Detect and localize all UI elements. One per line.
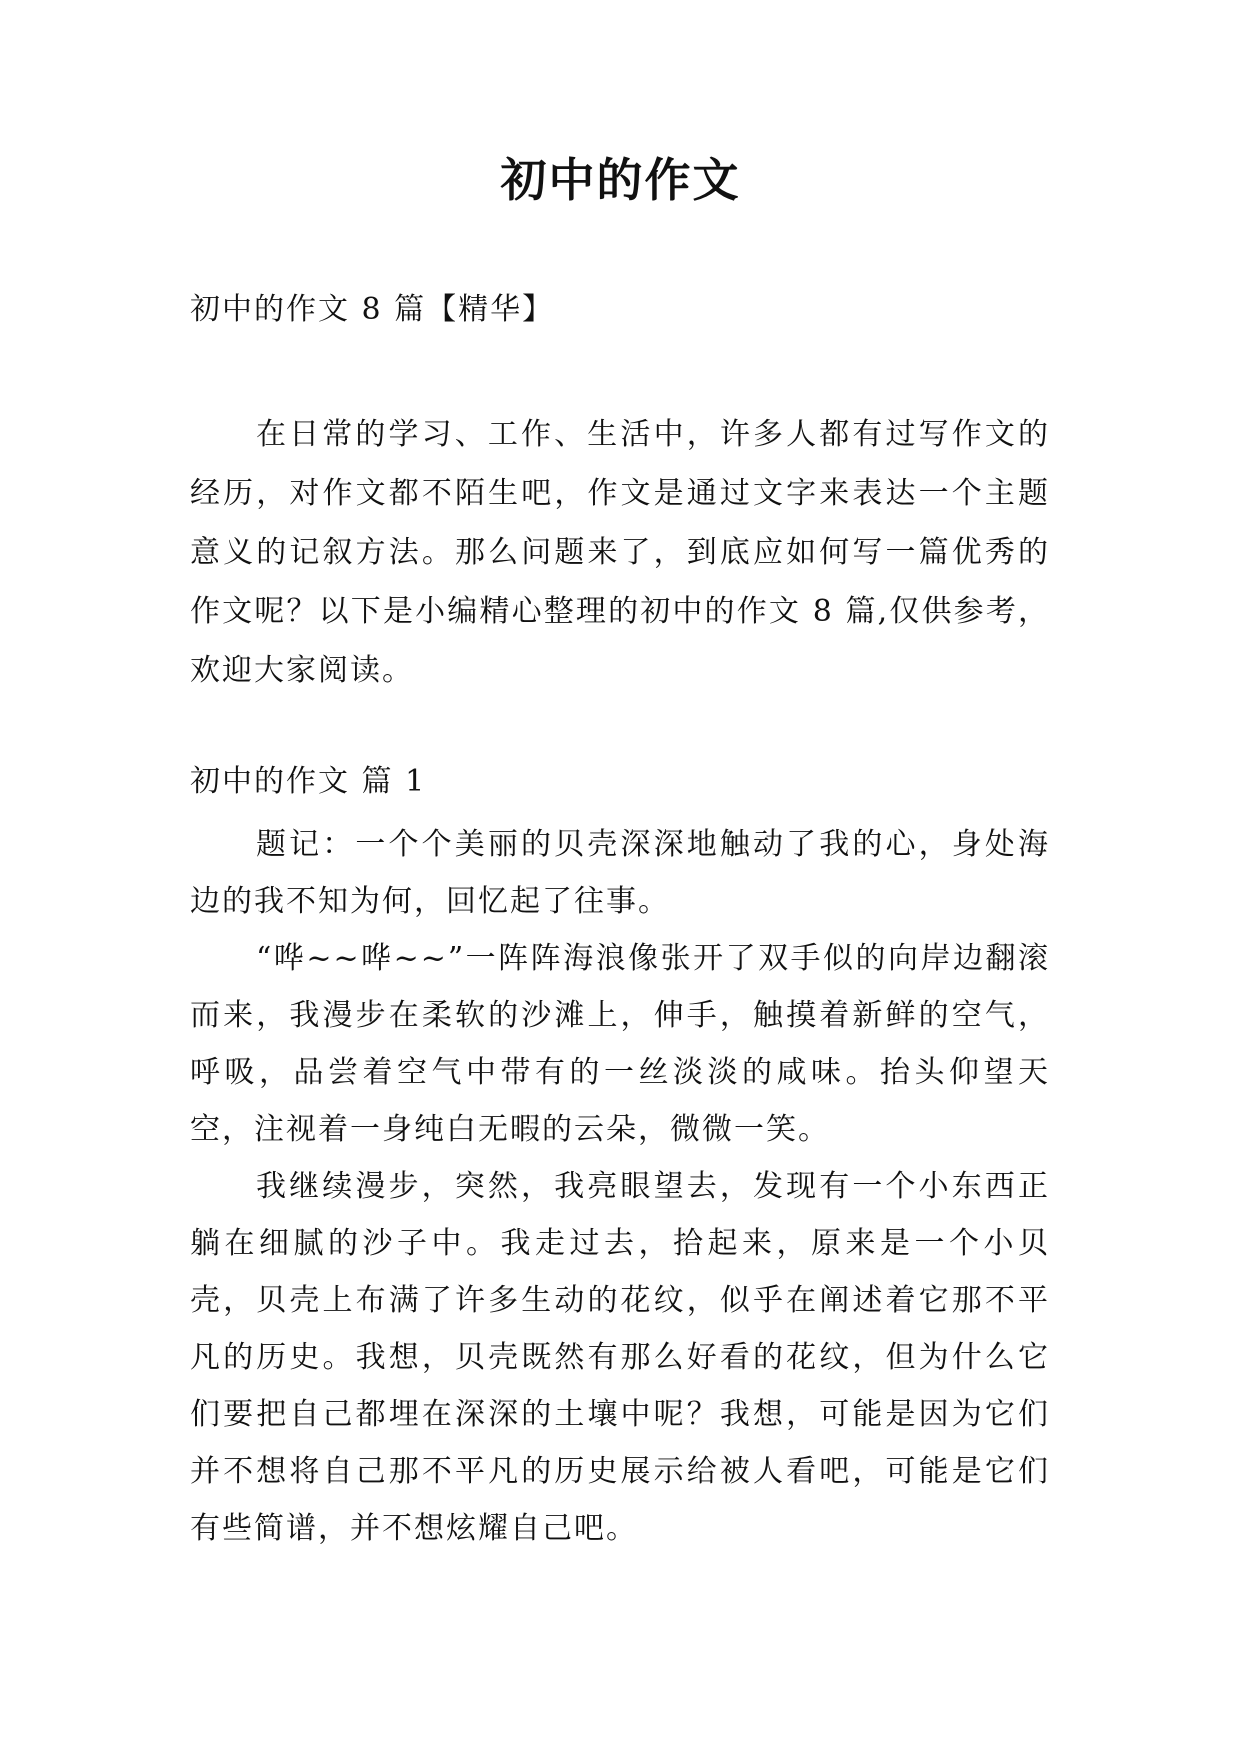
body-paragraph: “哗~~哗~~”一阵阵海浪像张开了双手似的向岸边翻滚而来，我漫步在柔软的沙滩上，伸手，触摸着新鲜的空气，呼吸，品尝着空气中带有的一丝淡淡的咸味。抬头仰望天空，注视着一身纯白无暇的云朵，微微一笑。 bbox=[190, 941, 1050, 1147]
document-title: 初中的作文 bbox=[500, 153, 741, 207]
section-body bbox=[190, 816, 1050, 1557]
document-subtitle: 初中的作文 8 篇【精华】 bbox=[190, 292, 555, 327]
section-heading: 初中的作文 篇 1 bbox=[190, 764, 427, 799]
body-paragraph: 我继续漫步，突然，我亮眼望去，发现有一个小东西正躺在细腻的沙子中。我走过去，拾起来，原来是一个小贝壳，贝壳上布满了许多生动的花纹，似乎在阐述着它那不平凡的历史。我想，贝壳既然有那么好看的花纹，但为什么它们要把自己都埋在深深的土壤中呢？我想，可能是因为它们并不想将自己那不平凡的历史展示给被人看吧，可能是它们有些简谱，并不想炫耀自己吧。 bbox=[190, 1169, 1050, 1546]
body-paragraph: 题记：一个个美丽的贝壳深深地触动了我的心，身处海边的我不知为何，回忆起了往事。 bbox=[190, 827, 1050, 919]
intro-paragraph: 在日常的学习、工作、生活中，许多人都有过写作文的经历，对作文都不陌生吧，作文是通过文字来表达一个主题意义的记叙方法。那么问题来了，到底应如何写一篇优秀的作文呢？以下是小编精心整理的初中的作文 8 篇,仅供参考，欢迎大家阅读。 bbox=[190, 417, 1050, 688]
